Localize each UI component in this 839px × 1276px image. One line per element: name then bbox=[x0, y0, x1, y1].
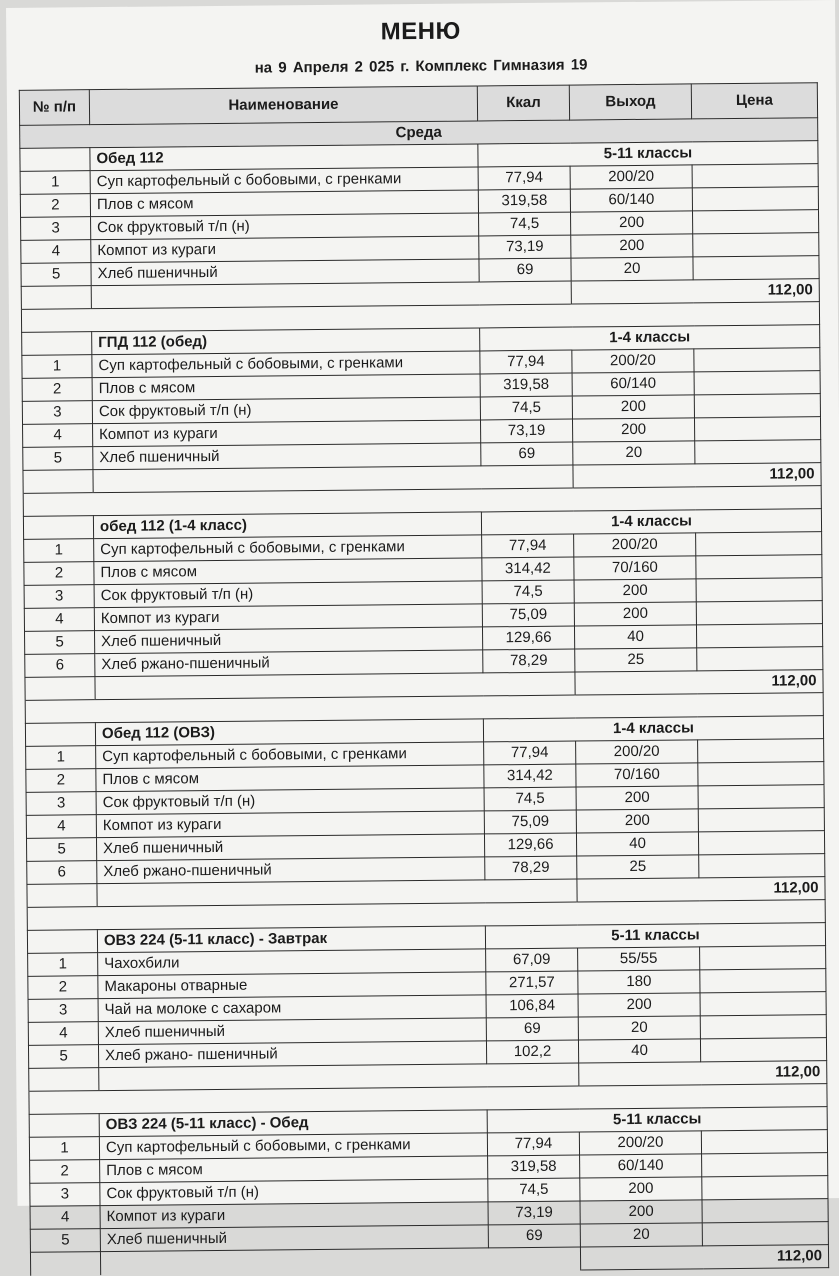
item-name: Сок фруктовый т/п (н) bbox=[92, 397, 480, 424]
item-output: 200 bbox=[571, 234, 693, 258]
group-total-price: 112,00 bbox=[580, 1245, 828, 1270]
item-name: Суп картофельный с бобовыми, с гренками bbox=[94, 535, 482, 562]
item-name: Суп картофельный с бобовыми, с гренками bbox=[99, 1133, 487, 1160]
item-price bbox=[696, 578, 822, 602]
item-number: 4 bbox=[30, 1206, 100, 1230]
header-num: № п/п bbox=[19, 90, 89, 126]
item-number: 5 bbox=[25, 631, 95, 655]
item-name: Плов с мясом bbox=[92, 374, 480, 401]
item-number: 3 bbox=[22, 401, 92, 425]
item-number: 6 bbox=[27, 861, 97, 885]
item-name: Хлеб пшеничный bbox=[98, 1018, 486, 1045]
item-number: 4 bbox=[23, 424, 93, 448]
item-number: 4 bbox=[26, 815, 96, 839]
total-blank bbox=[21, 286, 91, 310]
item-kcal: 319,58 bbox=[480, 373, 572, 397]
item-name: Компот из кураги bbox=[93, 420, 481, 447]
item-price bbox=[698, 739, 824, 763]
item-price bbox=[700, 992, 826, 1016]
item-kcal: 78,29 bbox=[485, 856, 577, 880]
item-number: 3 bbox=[26, 792, 96, 816]
item-number: 5 bbox=[26, 838, 96, 862]
menu-sheet bbox=[6, 0, 839, 1265]
group-blank bbox=[25, 723, 95, 747]
group-name: Обед 112 (ОВЗ) bbox=[95, 719, 483, 746]
header-kcal: Ккал bbox=[477, 85, 569, 121]
item-kcal: 74,5 bbox=[480, 396, 572, 420]
item-name: Чай на молоке с сахаром bbox=[98, 995, 486, 1022]
item-output: 60/140 bbox=[580, 1154, 702, 1178]
item-kcal: 319,58 bbox=[488, 1155, 580, 1179]
item-price bbox=[695, 440, 821, 464]
group-total-price: 112,00 bbox=[577, 877, 825, 902]
group-name: ГПД 112 (обед) bbox=[92, 328, 480, 355]
item-number: 5 bbox=[30, 1229, 100, 1253]
item-price bbox=[697, 647, 823, 671]
item-kcal: 77,94 bbox=[478, 166, 570, 190]
group-grades: 5-11 классы bbox=[485, 923, 825, 949]
item-name: Сок фруктовый т/п (н) bbox=[91, 213, 479, 240]
item-kcal: 73,19 bbox=[480, 419, 572, 443]
item-name: Суп картофельный с бобовыми, с гренками bbox=[90, 167, 478, 194]
item-output: 25 bbox=[575, 648, 697, 672]
item-number: 1 bbox=[26, 746, 96, 770]
item-kcal: 73,19 bbox=[488, 1201, 580, 1225]
item-kcal: 74,5 bbox=[488, 1178, 580, 1202]
item-output: 200 bbox=[580, 1177, 702, 1201]
item-price bbox=[699, 854, 825, 878]
item-number: 1 bbox=[22, 355, 92, 379]
item-output: 200 bbox=[578, 993, 700, 1017]
total-blank bbox=[25, 677, 95, 701]
item-name: Сок фруктовый т/п (н) bbox=[94, 581, 482, 608]
total-blank bbox=[29, 1068, 99, 1092]
item-price bbox=[700, 1038, 826, 1062]
group-total-price: 112,00 bbox=[571, 279, 819, 304]
item-number: 6 bbox=[25, 654, 95, 678]
item-kcal: 77,94 bbox=[487, 1132, 579, 1156]
item-number: 3 bbox=[30, 1183, 100, 1207]
item-kcal: 106,84 bbox=[486, 994, 578, 1018]
item-output: 200 bbox=[576, 809, 698, 833]
item-number: 1 bbox=[20, 171, 90, 195]
item-price bbox=[702, 1199, 828, 1223]
item-number: 4 bbox=[28, 1022, 98, 1046]
item-kcal: 314,42 bbox=[482, 557, 574, 581]
item-number: 3 bbox=[21, 217, 91, 241]
item-output: 40 bbox=[574, 625, 696, 649]
item-number: 5 bbox=[28, 1045, 98, 1069]
item-kcal: 74,5 bbox=[484, 787, 576, 811]
item-name: Плов с мясом bbox=[96, 765, 484, 792]
item-number: 2 bbox=[20, 194, 90, 218]
item-kcal: 319,58 bbox=[478, 189, 570, 213]
group-grades: 1-4 классы bbox=[481, 509, 821, 535]
group-name: обед 112 (1-4 класс) bbox=[93, 512, 481, 539]
item-name: Хлеб пшеничный bbox=[93, 443, 481, 470]
menu-table bbox=[19, 82, 829, 1276]
page-subtitle: на 9 Апреля 2 025 г. Комплекс Гимназия 19 bbox=[254, 56, 588, 77]
item-kcal: 129,66 bbox=[484, 833, 576, 857]
item-name: Хлеб ржано-пшеничный bbox=[97, 857, 485, 884]
item-kcal: 69 bbox=[481, 442, 573, 466]
item-number: 5 bbox=[23, 447, 93, 471]
group-name: ОВЗ 224 (5-11 класс) - Обед bbox=[99, 1110, 487, 1137]
item-name: Плов с мясом bbox=[100, 1156, 488, 1183]
item-kcal: 67,09 bbox=[486, 948, 578, 972]
item-number: 2 bbox=[26, 769, 96, 793]
item-kcal: 75,09 bbox=[484, 810, 576, 834]
day-label: Среда bbox=[20, 118, 818, 149]
item-kcal: 77,94 bbox=[480, 350, 572, 374]
item-kcal: 314,42 bbox=[484, 764, 576, 788]
item-name: Сок фруктовый т/п (н) bbox=[96, 788, 484, 815]
item-price bbox=[696, 532, 822, 556]
item-output: 20 bbox=[573, 441, 695, 465]
item-name: Хлеб пшеничный bbox=[100, 1225, 488, 1252]
item-kcal: 69 bbox=[479, 258, 571, 282]
item-price bbox=[702, 1153, 828, 1177]
item-name: Хлеб пшеничный bbox=[91, 259, 479, 286]
total-blank bbox=[30, 1252, 100, 1276]
item-name: Макароны отварные bbox=[98, 972, 486, 999]
item-output: 180 bbox=[578, 970, 700, 994]
item-price bbox=[698, 785, 824, 809]
item-kcal: 271,57 bbox=[486, 971, 578, 995]
group-total-price: 112,00 bbox=[573, 463, 821, 488]
group-grades: 1-4 классы bbox=[480, 325, 820, 351]
group-blank bbox=[29, 1114, 99, 1138]
item-name: Компот из кураги bbox=[96, 811, 484, 838]
header-name: Наименование bbox=[89, 86, 477, 125]
group-total-price: 112,00 bbox=[579, 1061, 827, 1086]
item-name: Хлеб ржано-пшеничный bbox=[95, 650, 483, 677]
group-grades: 5-11 классы bbox=[478, 141, 818, 167]
item-number: 2 bbox=[22, 378, 92, 402]
item-price bbox=[702, 1222, 828, 1246]
item-output: 25 bbox=[577, 855, 699, 879]
item-output: 200 bbox=[572, 418, 694, 442]
item-price bbox=[692, 210, 818, 234]
page-title: МЕНЮ bbox=[380, 17, 461, 46]
item-name: Компот из кураги bbox=[100, 1202, 488, 1229]
item-price bbox=[692, 187, 818, 211]
item-output: 60/140 bbox=[572, 372, 694, 396]
item-number: 5 bbox=[21, 263, 91, 287]
item-name: Сок фруктовый т/п (н) bbox=[100, 1179, 488, 1206]
item-name: Суп картофельный с бобовыми, с гренками bbox=[92, 351, 480, 378]
item-kcal: 69 bbox=[486, 1017, 578, 1041]
item-output: 200 bbox=[572, 395, 694, 419]
item-output: 55/55 bbox=[578, 947, 700, 971]
item-price bbox=[700, 946, 826, 970]
group-name: ОВЗ 224 (5-11 класс) - Завтрак bbox=[97, 926, 485, 953]
group-grades: 1-4 классы bbox=[483, 716, 823, 742]
item-number: 1 bbox=[28, 953, 98, 977]
item-price bbox=[694, 417, 820, 441]
item-price bbox=[694, 394, 820, 418]
item-output: 200 bbox=[576, 786, 698, 810]
item-price bbox=[694, 371, 820, 395]
item-price bbox=[694, 348, 820, 372]
item-kcal: 78,29 bbox=[483, 649, 575, 673]
item-price bbox=[696, 601, 822, 625]
item-output: 40 bbox=[578, 1039, 700, 1063]
item-output: 200/20 bbox=[579, 1131, 701, 1155]
item-price bbox=[696, 555, 822, 579]
item-output: 40 bbox=[576, 832, 698, 856]
item-name: Компот из кураги bbox=[91, 236, 479, 263]
item-output: 200/20 bbox=[570, 165, 692, 189]
item-price bbox=[701, 1130, 827, 1154]
item-output: 20 bbox=[571, 257, 693, 281]
item-name: Хлеб пшеничный bbox=[96, 834, 484, 861]
total-blank bbox=[23, 470, 93, 494]
item-name: Суп картофельный с бобовыми, с гренками bbox=[96, 742, 484, 769]
item-output: 70/160 bbox=[576, 763, 698, 787]
item-kcal: 75,09 bbox=[482, 603, 574, 627]
item-kcal: 77,94 bbox=[484, 741, 576, 765]
header-price: Цена bbox=[691, 83, 817, 119]
item-price bbox=[698, 831, 824, 855]
total-blank bbox=[27, 884, 97, 908]
item-price bbox=[692, 164, 818, 188]
item-output: 200 bbox=[571, 211, 693, 235]
group-blank bbox=[27, 930, 97, 954]
group-blank bbox=[20, 148, 90, 172]
item-number: 2 bbox=[24, 562, 94, 586]
item-output: 70/160 bbox=[574, 556, 696, 580]
item-kcal: 73,19 bbox=[479, 235, 571, 259]
item-number: 4 bbox=[24, 608, 94, 632]
item-price bbox=[702, 1176, 828, 1200]
item-name: Чахохбили bbox=[98, 949, 486, 976]
item-kcal: 102,2 bbox=[486, 1040, 578, 1064]
item-kcal: 74,5 bbox=[482, 580, 574, 604]
item-kcal: 69 bbox=[488, 1224, 580, 1248]
item-price bbox=[693, 233, 819, 257]
item-output: 60/140 bbox=[570, 188, 692, 212]
item-name: Компот из кураги bbox=[94, 604, 482, 631]
item-kcal: 129,66 bbox=[482, 626, 574, 650]
item-output: 20 bbox=[578, 1016, 700, 1040]
group-name: Обед 112 bbox=[90, 144, 478, 171]
group-total-price: 112,00 bbox=[575, 670, 823, 695]
group-blank bbox=[22, 332, 92, 356]
item-number: 1 bbox=[24, 539, 94, 563]
item-number: 3 bbox=[24, 585, 94, 609]
item-number: 4 bbox=[21, 240, 91, 264]
item-name: Плов с мясом bbox=[94, 558, 482, 585]
item-name: Хлеб пшеничный bbox=[95, 627, 483, 654]
item-kcal: 74,5 bbox=[479, 212, 571, 236]
item-output: 200 bbox=[574, 602, 696, 626]
item-number: 1 bbox=[29, 1137, 99, 1161]
item-price bbox=[698, 762, 824, 786]
item-price bbox=[698, 808, 824, 832]
item-output: 200/20 bbox=[576, 740, 698, 764]
group-blank bbox=[23, 516, 93, 540]
item-output: 200 bbox=[580, 1200, 702, 1224]
item-price bbox=[700, 969, 826, 993]
item-output: 20 bbox=[580, 1223, 702, 1247]
item-output: 200/20 bbox=[572, 349, 694, 373]
item-kcal: 77,94 bbox=[482, 534, 574, 558]
group-grades: 5-11 классы bbox=[487, 1107, 827, 1133]
item-number: 2 bbox=[30, 1160, 100, 1184]
item-number: 2 bbox=[28, 976, 98, 1000]
header-output: Выход bbox=[569, 84, 691, 120]
item-name: Плов с мясом bbox=[90, 190, 478, 217]
menu-body bbox=[20, 118, 829, 1276]
item-price bbox=[700, 1015, 826, 1039]
item-price bbox=[696, 624, 822, 648]
item-number: 3 bbox=[28, 999, 98, 1023]
item-output: 200/20 bbox=[574, 533, 696, 557]
item-output: 200 bbox=[574, 579, 696, 603]
total-blank bbox=[100, 1247, 580, 1275]
item-name: Хлеб ржано- пшеничный bbox=[98, 1041, 486, 1068]
item-price bbox=[693, 256, 819, 280]
